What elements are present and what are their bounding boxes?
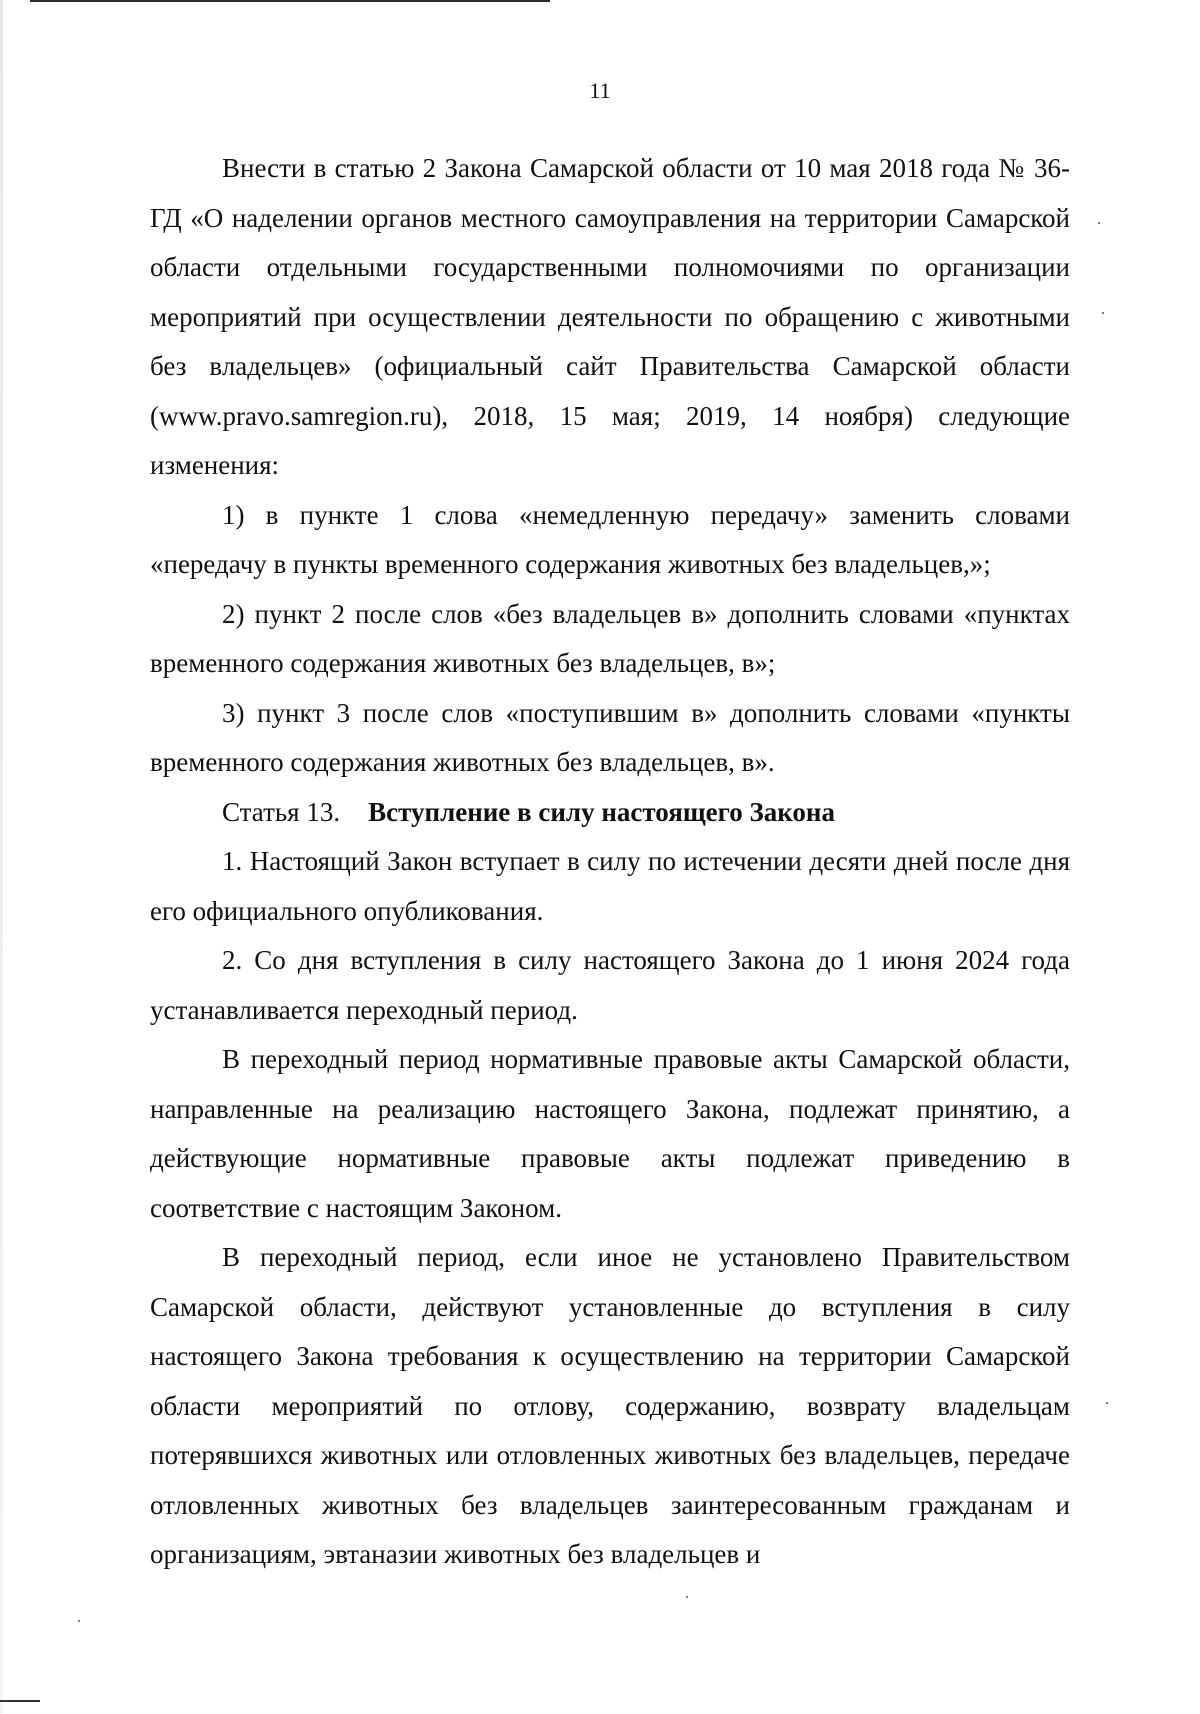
article-paragraph-2: 2. Со дня вступления в силу настоящего Закона до 1 июня 2024 года устанавливается переходный период. xyxy=(150,945,1070,1025)
scan-speck xyxy=(1098,222,1100,224)
scan-edge-bottom xyxy=(0,1700,40,1702)
scan-edge-top xyxy=(30,0,550,2)
article-heading xyxy=(150,788,1070,838)
article-paragraph-4: В переходный период, если иное не установлено Правительством Самарской области, действуют установленные до вступления в силу настоящего Закона требования к осуществлению на территории Самарской области мероприятий по отлову, содержанию, возврату владельцам потерявшихся животных или отловленных животных без владельцев, передаче отловленных животных без владельцев заинтересованным гражданам и организациям, эвтаназии животных без владельцев и xyxy=(150,1242,1070,1569)
document-body xyxy=(150,144,1070,1580)
scan-speck xyxy=(686,1596,688,1598)
article-paragraph-1: 1. Настоящий Закон вступает в силу по истечении десяти дней после дня его официального опубликования. xyxy=(150,846,1070,926)
scan-speck xyxy=(1106,1402,1108,1404)
intro-paragraph: Внести в статью 2 Закона Самарской области от 10 мая 2018 года № 36-ГД «О наделении органов местного самоуправления на территории Самарской области отдельными государственными полномочиями по организации мероприятий при осуществлении деятельности по обращению с животными без владельцев» (официальный сайт Правительства Самарской области (www.pravo.samregion.ru), 2018, 15 мая; 2019, 14 ноября) следующие изменения: xyxy=(150,153,1070,480)
scan-speck xyxy=(1102,312,1104,314)
amendment-item-1: 1) в пункте 1 слова «немедленную передачу» заменить словами «передачу в пункты временного содержания животных без владельцев,»; xyxy=(150,499,1070,579)
amendment-item-3: 3) пункт 3 после слов «поступившим в» дополнить словами «пункты временного содержания животных без владельцев, в». xyxy=(150,697,1070,777)
scan-speck xyxy=(78,1620,80,1622)
article-label: Статья 13. xyxy=(222,796,341,827)
page-number: 11 xyxy=(589,78,611,103)
article-title: Вступление в силу настоящего Закона xyxy=(368,796,835,827)
article-paragraph-3: В переходный период нормативные правовые акты Самарской области, направленные на реализацию настоящего Закона, подлежат принятию, а действующие нормативные правовые акты подлежат приведению в соответствие с настоящим Законом. xyxy=(150,1044,1070,1223)
amendment-item-2: 2) пункт 2 после слов «без владельцев в» дополнить словами «пунктах временного содержания животных без владельцев, в»; xyxy=(150,598,1070,678)
scan-edge-left xyxy=(0,0,3,1714)
